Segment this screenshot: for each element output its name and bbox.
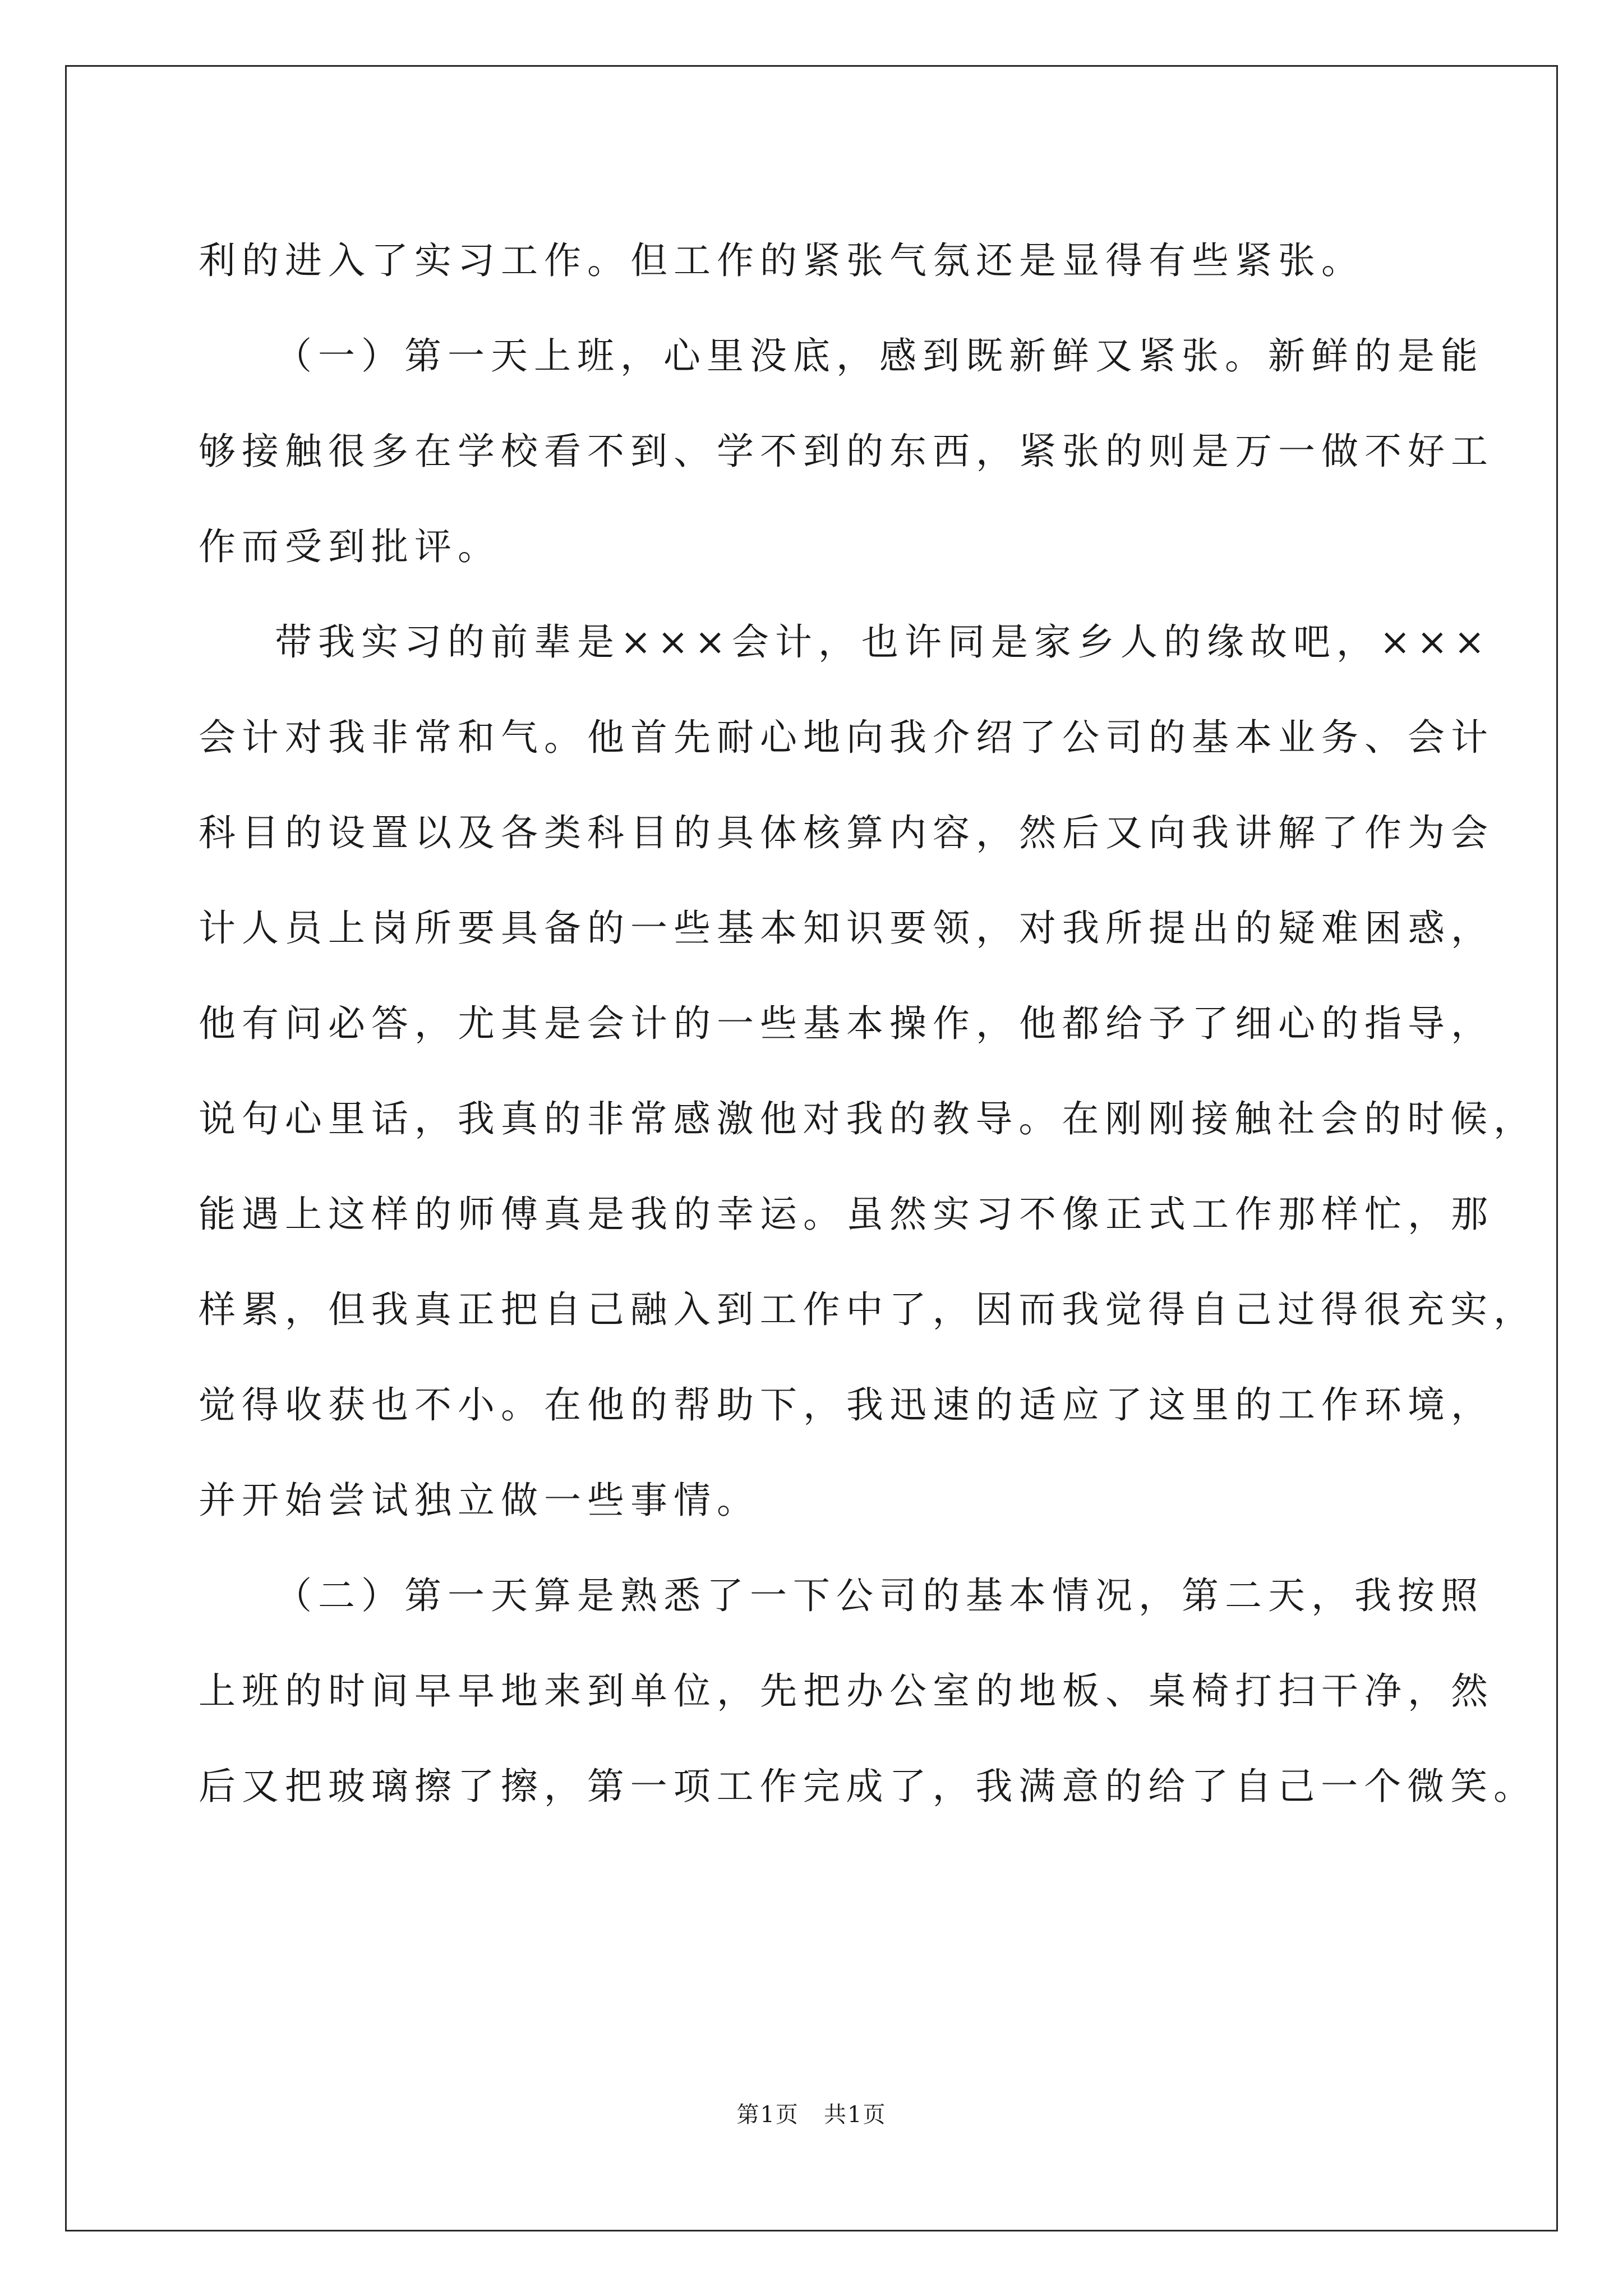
text-line-3: 够接触很多在学校看不到、学不到的东西，紧张的则是万一做不好工 [199,430,1494,473]
text-line-12: 样累，但我真正把自己融入到工作中了，因而我觉得自己过得很充实， [199,1288,1537,1331]
text-line-8: 计人员上岗所要具备的一些基本知识要领，对我所提出的疑难困惑， [199,907,1494,950]
text-line-2: （一）第一天上班，心里没底，感到既新鲜又紧张。新鲜的是能 [275,334,1484,378]
text-line-15: （二）第一天算是熟悉了一下公司的基本情况，第二天，我按照 [275,1574,1484,1617]
text-line-14: 并开始尝试独立做一些事情。 [199,1479,760,1522]
page-number-footer: 第1页 共1页 [736,2102,887,2128]
text-line-11: 能遇上这样的师傅真是我的幸运。虽然实习不像正式工作那样忙，那 [199,1193,1494,1236]
text-line-6: 会计对我非常和气。他首先耐心地向我介绍了公司的基本业务、会计 [199,716,1494,759]
text-line-1: 利的进入了实习工作。但工作的紧张气氛还是显得有些紧张。 [199,239,1364,282]
text-line-5: 带我实习的前辈是×××会计，也许同是家乡人的缘故吧，××× [275,620,1491,664]
page-border [65,65,1558,2231]
text-line-4: 作而受到批评。 [199,525,501,568]
text-line-9: 他有问必答，尤其是会计的一些基本操作，他都给予了细心的指导， [199,1002,1494,1045]
text-line-16: 上班的时间早早地来到单位，先把办公室的地板、桌椅打扫干净，然 [199,1669,1494,1713]
text-line-17: 后又把玻璃擦了擦，第一项工作完成了，我满意的给了自己一个微笑。 [199,1765,1537,1808]
text-line-7: 科目的设置以及各类科目的具体核算内容，然后又向我讲解了作为会 [199,811,1494,854]
text-line-10: 说句心里话，我真的非常感激他对我的教导。在刚刚接触社会的时候， [199,1097,1537,1140]
text-line-13: 觉得收获也不小。在他的帮助下，我迅速的适应了这里的工作环境， [199,1383,1494,1427]
